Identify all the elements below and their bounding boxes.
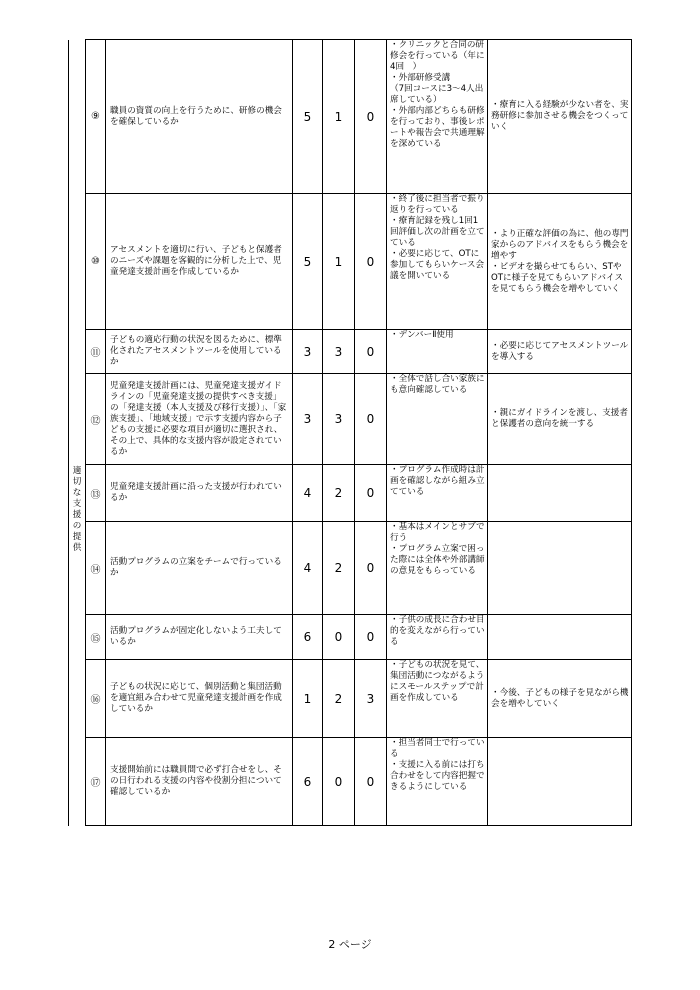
improvement-cell — [488, 194, 632, 330]
table-row — [69, 330, 632, 374]
improvement-cell — [488, 330, 632, 374]
table-row — [69, 374, 632, 465]
status-text: ・子どもの状況を見て、集団活動につながるようにスモールステップで計画を作成している — [390, 660, 485, 703]
status-text: ・プログラム作成時は計画を確認しながら組み立てている — [390, 465, 485, 497]
count-partial: 3 — [323, 330, 355, 374]
count-yes: 5 — [293, 194, 323, 330]
count-no: 0 — [355, 615, 387, 660]
improvement-text: ・療育に入る経験が少ない者を、実務研修に参加させる機会をつくっていく — [491, 100, 629, 132]
category-label: 適切な支援の提供 — [72, 465, 82, 553]
count-yes: 4 — [293, 465, 323, 522]
count-partial: 2 — [323, 660, 355, 738]
question-text: 活動プログラムの立案をチームで行っているか — [106, 522, 293, 615]
item-number: ⑨ — [86, 40, 106, 194]
status-cell — [387, 194, 488, 330]
status-text: ・担当者同士で行っている ・支援に入る前には打ち合わせをして内容把握できるようにしている — [390, 738, 485, 792]
count-partial: 3 — [323, 374, 355, 465]
page-number: 2 ページ — [328, 938, 372, 951]
status-cell — [387, 522, 488, 615]
status-text: ・全体で話し合い家族にも意向確認している — [390, 374, 485, 395]
item-number: ⑭ — [86, 522, 106, 615]
question-text: 児童発達支援計画に沿った支援が行われているか — [106, 465, 293, 522]
improvement-cell — [488, 465, 632, 522]
table-row — [69, 738, 632, 826]
count-no: 0 — [355, 465, 387, 522]
item-number: ⑯ — [86, 660, 106, 738]
question-text: 児童発達支援計画には、児童発達支援ガイドラインの「児童発達支援の提供すべき支援」の「発達支援（本人支援及び移行支援）」、「家族支援」、「地域支援」で示す支援内容から子どもの支援に必要な項目が適切に選択され、その上で、具体的な支援内容が設定されているか — [106, 374, 293, 465]
status-cell — [387, 40, 488, 194]
question-text: 活動プログラムが固定化しないよう工夫しているか — [106, 615, 293, 660]
count-yes: 4 — [293, 522, 323, 615]
status-text: ・子供の成長に合わせ目的を変えながら行っている — [390, 615, 485, 647]
improvement-cell — [488, 660, 632, 738]
count-no: 0 — [355, 330, 387, 374]
count-yes: 6 — [293, 738, 323, 826]
count-no: 0 — [355, 194, 387, 330]
status-text: ・デンバーⅡ使用 — [390, 330, 454, 340]
question-text: 子どもの状況に応じて、個別活動と集団活動を適宜組み合わせて児童発達支援計画を作成しているか — [106, 660, 293, 738]
table-row — [69, 522, 632, 615]
item-number: ⑰ — [86, 738, 106, 826]
improvement-text: ・必要に応じてアセスメントツールを導入する — [491, 340, 629, 362]
table-row — [69, 660, 632, 738]
improvement-cell — [488, 374, 632, 465]
count-no: 0 — [355, 522, 387, 615]
improvement-cell — [488, 738, 632, 826]
count-no: 0 — [355, 374, 387, 465]
question-text: アセスメントを適切に行い、子どもと保護者のニーズや課題を客観的に分析した上で、児童発達支援計画を作成しているか — [106, 194, 293, 330]
item-number: ⑪ — [86, 330, 106, 374]
status-cell — [387, 615, 488, 660]
improvement-text: ・より正確な評価の為に、他の専門家からのアドバイスをもらう機会を増やす ・ビデオを撮らせてもらい、STやOTに様子を見てもらいアドバイスを見てもらう機会を増やしていく — [491, 228, 629, 294]
count-no: 0 — [355, 738, 387, 826]
item-number: ⑫ — [86, 374, 106, 465]
item-number: ⑩ — [86, 194, 106, 330]
status-text: ・終了後に担当者で振り返りを行っている ・療育記録を残し1回1回評価し次の計画を立てている ・必要に応じて、OTに参加してもらいケース会議を開いている — [390, 194, 485, 281]
status-cell — [387, 660, 488, 738]
count-yes: 5 — [293, 40, 323, 194]
count-partial: 0 — [323, 738, 355, 826]
status-text: ・基本はメインとサブで行う ・プログラム立案で困った際には全体や外部講師の意見をもらっている — [390, 522, 485, 576]
evaluation-table — [68, 39, 632, 826]
status-text: ・クリニックと合同の研修会を行っている（年に4回 ） ・外部研修受講 （7回コースに3～4人出席している） ・外部内部どちらも研修を行っており、事後レポートや報告会で共通理解を深めている — [390, 40, 485, 149]
category-cell-top — [69, 40, 86, 194]
table-row — [69, 194, 632, 330]
improvement-cell — [488, 615, 632, 660]
status-cell — [387, 738, 488, 826]
category-cell — [69, 194, 86, 826]
status-cell — [387, 465, 488, 522]
count-no: 3 — [355, 660, 387, 738]
count-no: 0 — [355, 40, 387, 194]
question-text: 支援開始前には職員間で必ず打合せをし、その日行われる支援の内容や役割分担について確認しているか — [106, 738, 293, 826]
improvement-cell — [488, 522, 632, 615]
count-partial: 1 — [323, 194, 355, 330]
count-partial: 2 — [323, 522, 355, 615]
status-cell — [387, 374, 488, 465]
count-partial: 0 — [323, 615, 355, 660]
item-number: ⑬ — [86, 465, 106, 522]
item-number: ⑮ — [86, 615, 106, 660]
improvement-text: ・親にガイドラインを渡し、支援者と保護者の意向を統一する — [491, 408, 628, 429]
status-cell — [387, 330, 488, 374]
count-yes: 1 — [293, 660, 323, 738]
count-yes: 3 — [293, 374, 323, 465]
question-text: 子どもの適応行動の状況を図るために、標準化されたアセスメントツールを使用しているか — [106, 330, 293, 374]
count-partial: 2 — [323, 465, 355, 522]
count-yes: 6 — [293, 615, 323, 660]
improvement-text: ・今後、子どもの様子を見ながら機会を増やしていく — [491, 687, 629, 709]
count-yes: 3 — [293, 330, 323, 374]
table-row — [69, 615, 632, 660]
improvement-cell — [488, 40, 632, 194]
table-row — [69, 40, 632, 194]
question-text: 職員の資質の向上を行うために、研修の機会を確保しているか — [106, 40, 293, 194]
count-partial: 1 — [323, 40, 355, 194]
table-row — [69, 465, 632, 522]
